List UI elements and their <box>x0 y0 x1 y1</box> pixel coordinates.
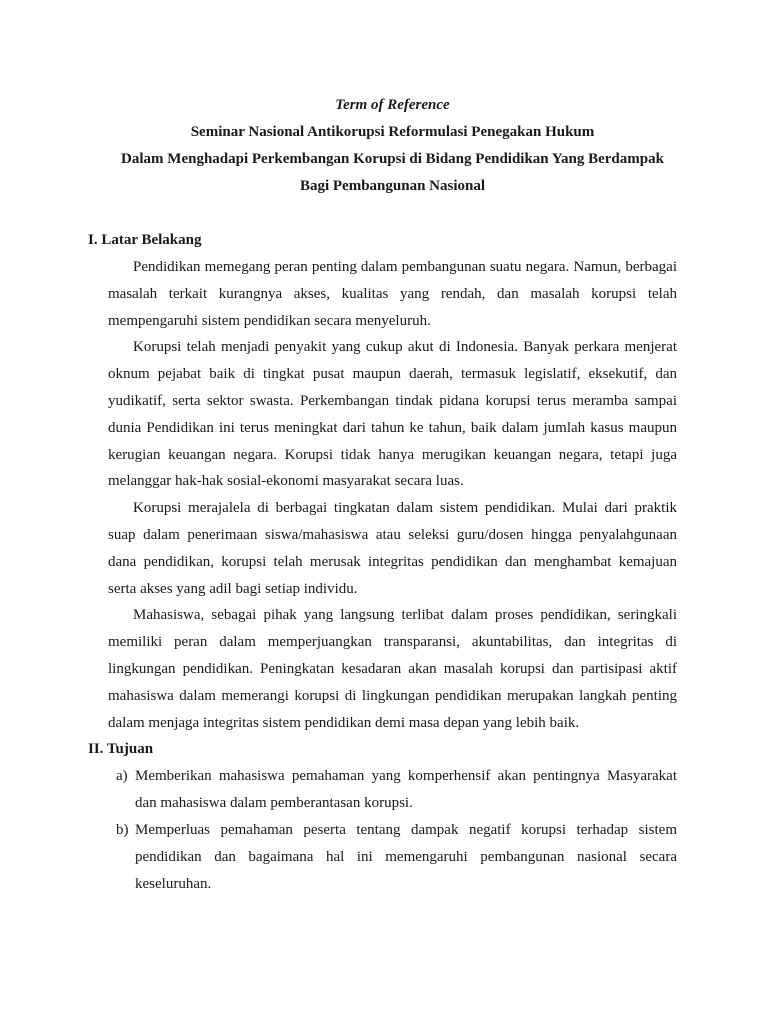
title-block <box>88 92 697 200</box>
seminar-title-line-2: Dalam Menghadapi Perkembangan Korupsi di Bidang Pendidikan Yang Berdampak <box>121 151 664 167</box>
objectives-list <box>108 763 677 897</box>
section-heading: I. Latar Belakang <box>88 232 202 248</box>
list-item <box>108 763 677 817</box>
seminar-title-line-1: Seminar Nasional Antikorupsi Reformulasi Penegakan Hukum <box>190 124 595 140</box>
section-latar-belakang <box>88 227 677 736</box>
section-heading: II. Tujuan <box>88 741 154 758</box>
paragraph: Pendidikan memegang peran penting dalam pembangunan suatu negara. Namun, berbagai masalah terkait kurangnya akses, kualitas yang rendah, dan masalah korupsi telah mempengaruhi sistem pendidikan secara menyeluruh. <box>108 259 677 329</box>
section-tujuan <box>88 736 677 897</box>
seminar-title-line-3: Bagi Pembangunan Nasional <box>299 178 486 194</box>
document-type-title: Term of Reference <box>335 97 450 113</box>
paragraph: Korupsi merajalela di berbagai tingkatan dalam sistem pendidikan. Mulai dari praktik suap dalam penerimaan siswa/mahasiswa atau seleksi guru/dosen hingga penyalahgunaan dana pendidikan, korupsi telah merusak integritas pendidikan dan menghambat kemajuan serta akses yang adil bagi setiap individu. <box>108 500 677 597</box>
list-item <box>108 817 677 897</box>
paragraph: Mahasiswa, sebagai pihak yang langsung terlibat dalam proses pendidikan, seringkali memiliki peran dalam memperjuangkan transparansi, akuntabilitas, dan integritas di lingkungan pendidikan. Peningkatan kesadaran akan masalah korupsi dan partisipasi aktif mahasiswa dalam memerangi korupsi di lingkungan pendidikan merupakan langkah penting dalam menjaga integritas sistem pendidikan demi masa depan yang lebih baik. <box>108 607 677 731</box>
list-item-text: Memberikan mahasiswa pemahaman yang komperhensif akan pentingnya Masyarakat dan mahasiswa dalam pemberantasan korupsi. <box>135 768 677 812</box>
list-marker: b) <box>116 821 129 838</box>
list-item-text: Memperluas pemahaman peserta tentang dampak negatif korupsi terhadap sistem pendidikan dan bagaimana hal ini memengaruhi pembangunan nasional secara keseluruhan. <box>135 821 677 892</box>
paragraph: Korupsi telah menjadi penyakit yang cukup akut di Indonesia. Banyak perkara menjerat oknum pejabat baik di tingkat pusat maupun daerah, termasuk legislatif, eksekutif, dan yudikatif, serta sektor swasta. Perkembangan tindak pidana korupsi terus meramba sampai dunia Pendidikan ini terus meningkat dari tahun ke tahun, baik dalam jumlah kasus maupun kerugian keuangan negara. Korupsi tidak hanya merugikan keuangan negara, tetapi juga melanggar hak-hak sosial-ekonomi masyarakat secara luas. <box>108 339 677 490</box>
document-page <box>88 92 677 897</box>
list-marker: a) <box>116 768 128 785</box>
